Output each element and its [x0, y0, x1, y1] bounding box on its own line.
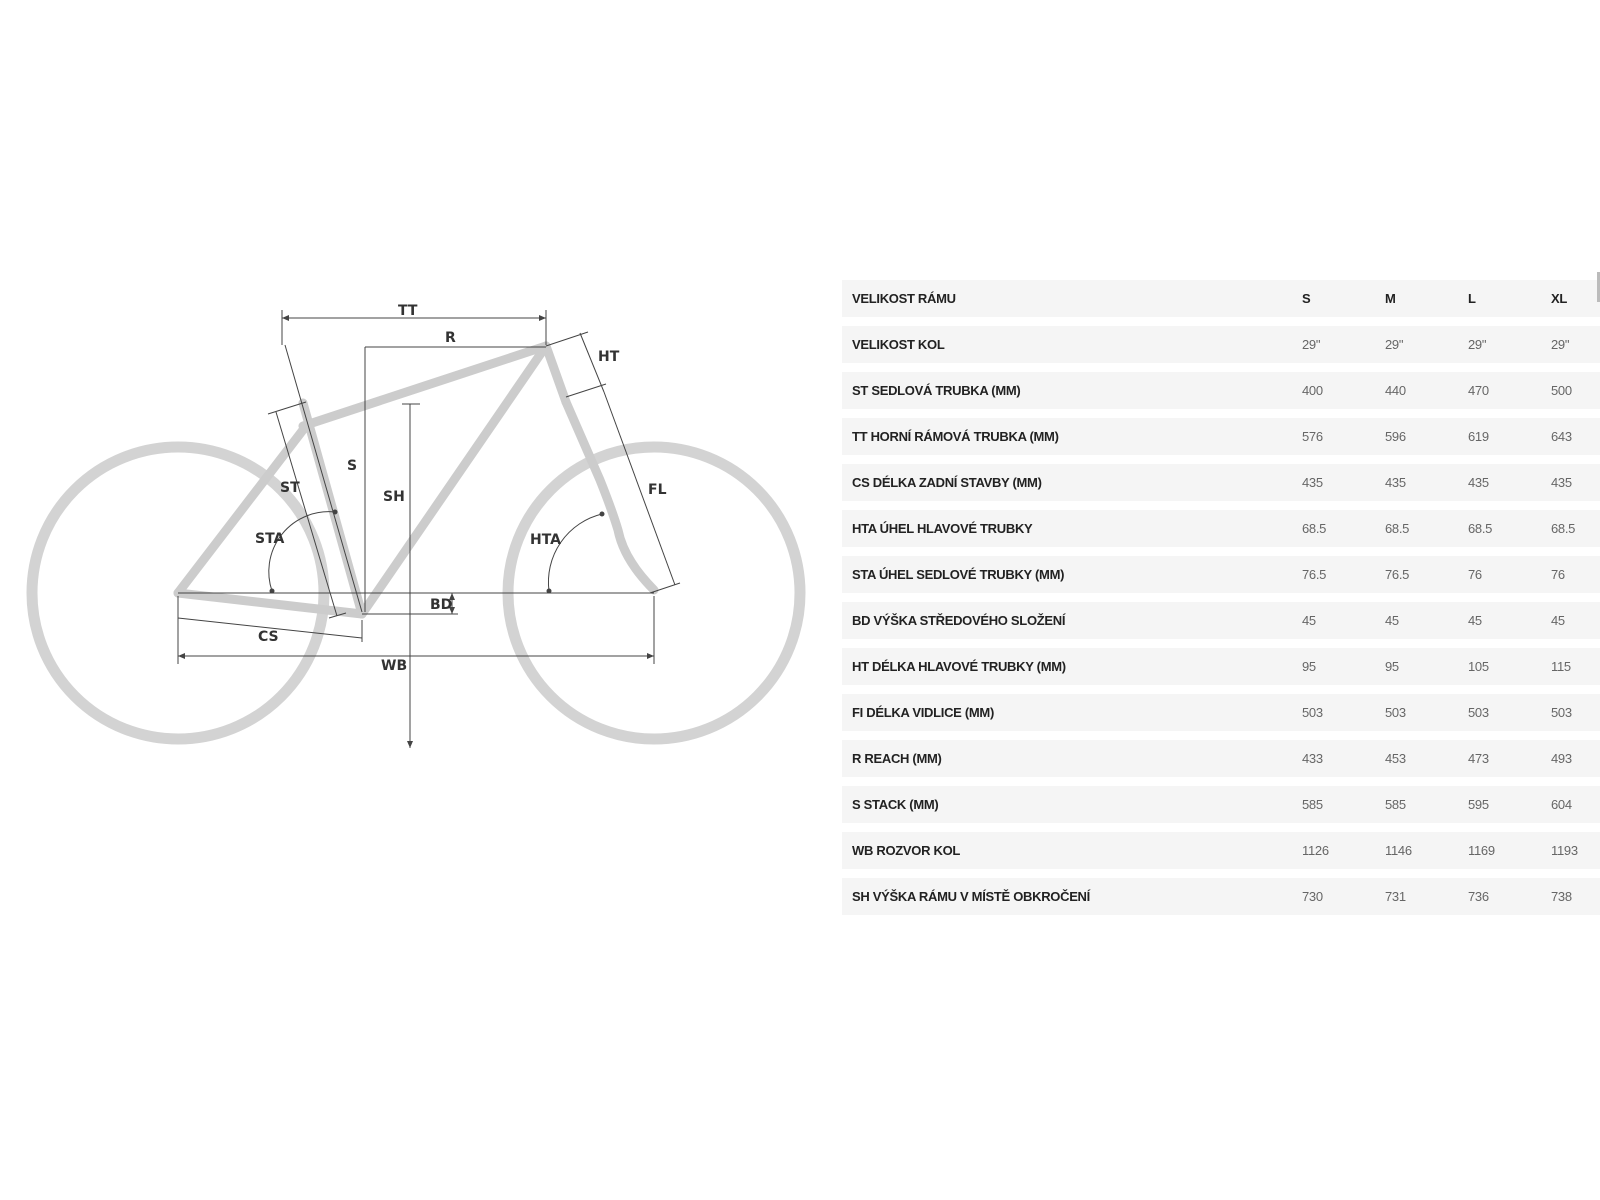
label-tt: TT: [398, 303, 418, 319]
table-row: [842, 418, 1600, 455]
label-bd: BD: [430, 597, 453, 613]
row-value: 440: [1385, 372, 1468, 409]
row-value: 68.5: [1551, 510, 1600, 547]
row-value: 68.5: [1468, 510, 1551, 547]
row-value: 68.5: [1302, 510, 1385, 547]
row-value: 503: [1468, 694, 1551, 731]
label-s: S: [347, 458, 358, 474]
label-cs: CS: [258, 629, 279, 645]
row-value: 115: [1551, 648, 1600, 685]
table-row: [842, 326, 1600, 363]
table-row: [842, 648, 1600, 685]
row-value: 29": [1551, 326, 1600, 363]
row-value: 76.5: [1302, 556, 1385, 593]
table-row: [842, 372, 1600, 409]
label-sh: SH: [383, 489, 405, 505]
row-value: 29": [1468, 326, 1551, 363]
row-label: TT HORNÍ RÁMOVÁ TRUBKA (MM): [842, 418, 1302, 455]
row-value: 45: [1302, 602, 1385, 639]
row-value: 29": [1385, 326, 1468, 363]
row-value: 76.5: [1385, 556, 1468, 593]
row-value: 503: [1302, 694, 1385, 731]
row-value: 738: [1551, 878, 1600, 915]
row-label: R REACH (MM): [842, 740, 1302, 777]
row-value: 400: [1302, 372, 1385, 409]
row-value: 585: [1385, 786, 1468, 823]
row-value: 435: [1302, 464, 1385, 501]
bike-frame: [178, 346, 654, 614]
label-wb: WB: [381, 658, 408, 674]
row-value: 500: [1551, 372, 1600, 409]
row-value: 585: [1302, 786, 1385, 823]
row-value: 1146: [1385, 832, 1468, 869]
row-value: 503: [1385, 694, 1468, 731]
table-row: [842, 464, 1600, 501]
label-ht: HT: [598, 349, 620, 365]
label-r: R: [445, 330, 456, 346]
row-label: BD VÝŠKA STŘEDOVÉHO SLOŽENÍ: [842, 602, 1302, 639]
dimension-lines: [178, 310, 680, 748]
row-value: 604: [1551, 786, 1600, 823]
header-size-s: S: [1302, 280, 1385, 317]
row-value: 68.5: [1385, 510, 1468, 547]
row-value: 45: [1551, 602, 1600, 639]
row-label: HT DÉLKA HLAVOVÉ TRUBKY (MM): [842, 648, 1302, 685]
header-label: VELIKOST RÁMU: [842, 280, 1302, 317]
row-value: 736: [1468, 878, 1551, 915]
row-label: VELIKOST KOL: [842, 326, 1302, 363]
row-value: 643: [1551, 418, 1600, 455]
table-row: [842, 878, 1600, 915]
row-label: CS DÉLKA ZADNÍ STAVBY (MM): [842, 464, 1302, 501]
table-row: [842, 556, 1600, 593]
label-hta: HTA: [530, 532, 562, 548]
row-value: 435: [1385, 464, 1468, 501]
row-label: STA ÚHEL SEDLOVÉ TRUBKY (MM): [842, 556, 1302, 593]
header-size-l: L: [1468, 280, 1551, 317]
table-row: [842, 786, 1600, 823]
row-value: 45: [1385, 602, 1468, 639]
row-value: 435: [1551, 464, 1600, 501]
label-fl: FL: [648, 482, 667, 498]
row-label: ST SEDLOVÁ TRUBKA (MM): [842, 372, 1302, 409]
row-value: 1169: [1468, 832, 1551, 869]
row-value: 493: [1551, 740, 1600, 777]
row-value: 1193: [1551, 832, 1600, 869]
row-value: 473: [1468, 740, 1551, 777]
row-value: 1126: [1302, 832, 1385, 869]
table-row: [842, 510, 1600, 547]
row-value: 596: [1385, 418, 1468, 455]
row-label: FI DÉLKA VIDLICE (MM): [842, 694, 1302, 731]
header-size-m: M: [1385, 280, 1468, 317]
row-label: S STACK (MM): [842, 786, 1302, 823]
row-value: 105: [1468, 648, 1551, 685]
row-label: WB ROZVOR KOL: [842, 832, 1302, 869]
row-value: 29": [1302, 326, 1385, 363]
row-label: SH VÝŠKA RÁMU V MÍSTĚ OBKROČENÍ: [842, 878, 1302, 915]
row-value: 435: [1468, 464, 1551, 501]
table-row: [842, 740, 1600, 777]
row-value: 95: [1385, 648, 1468, 685]
label-st: ST: [280, 480, 300, 496]
row-value: 730: [1302, 878, 1385, 915]
row-value: 503: [1551, 694, 1600, 731]
row-value: 470: [1468, 372, 1551, 409]
row-value: 433: [1302, 740, 1385, 777]
label-sta: STA: [255, 531, 285, 547]
row-value: 576: [1302, 418, 1385, 455]
row-value: 95: [1302, 648, 1385, 685]
row-value: 453: [1385, 740, 1468, 777]
table-header-row: [842, 280, 1600, 317]
row-label: HTA ÚHEL HLAVOVÉ TRUBKY: [842, 510, 1302, 547]
row-value: 76: [1468, 556, 1551, 593]
row-value: 619: [1468, 418, 1551, 455]
row-value: 595: [1468, 786, 1551, 823]
table-row: [842, 602, 1600, 639]
row-value: 731: [1385, 878, 1468, 915]
row-value: 45: [1468, 602, 1551, 639]
geometry-table: [842, 271, 1600, 924]
row-value: 76: [1551, 556, 1600, 593]
table-row: [842, 832, 1600, 869]
table-row: [842, 694, 1600, 731]
header-size-xl: XL: [1551, 280, 1600, 317]
